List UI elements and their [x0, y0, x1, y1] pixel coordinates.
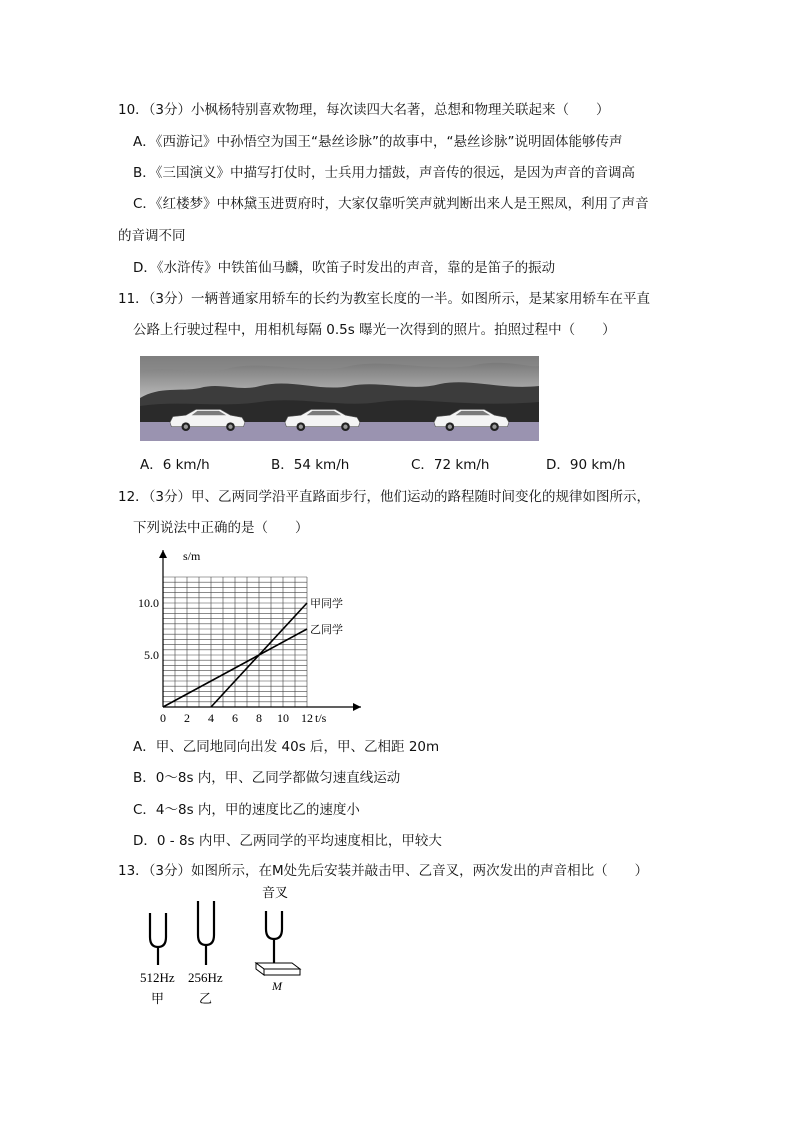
fork-jia	[150, 913, 166, 965]
legend-yi: 乙同学	[310, 623, 343, 636]
q10-option-d[interactable]: D．《水浒传》中铁笛仙马麟，吹笛子时发出的声音，靠的是笛子的振动	[133, 260, 556, 276]
q11-stem: 11．（3分）一辆普通家用轿车的长约为教室长度的一半。如图所示，是某家用轿车在平直	[118, 291, 651, 307]
fork-label: 音叉	[262, 885, 289, 900]
legend-jia: 甲同学	[310, 597, 343, 610]
x-tick-label: 8	[256, 711, 262, 725]
resonance-box	[256, 963, 300, 975]
q10-stem: 10．（3分）小枫杨特别喜欢物理，每次读四大名著，总想和物理关联起来（ ）	[118, 102, 610, 118]
tuning-forks-figure	[130, 885, 310, 1015]
fork-yi-name: 乙	[199, 991, 213, 1006]
x-axis-arrow	[353, 703, 361, 711]
base-label: M	[272, 979, 282, 993]
q12-option-b[interactable]: B．0～8s 内，甲、乙同学都做匀速直线运动	[133, 770, 401, 786]
q11-stem-cont: 公路上行驶过程中，用相机每隔 0.5s 曝光一次得到的照片。拍照过程中（ ）	[133, 322, 616, 338]
s-t-graph	[125, 542, 365, 732]
x-tick-label: 4	[208, 711, 214, 725]
x-tick-label: 6	[232, 711, 238, 725]
fork-yi	[198, 901, 214, 965]
fork-jia-freq: 512Hz	[140, 970, 175, 985]
q10-option-b[interactable]: B．《三国演义》中描写打仗时，士兵用力擂鼓，声音传的很远，是因为声音的音调高	[133, 165, 636, 181]
q11-option-d[interactable]: D．90 km/h	[546, 457, 626, 473]
y-axis-label: s/m	[183, 549, 201, 563]
q11-option-c[interactable]: C．72 km/h	[411, 457, 490, 473]
q10-option-c[interactable]: C．《红楼梦》中林黛玉进贾府时，大家仅靠听笑声就判断出来人是王熙凤，利用了声音	[133, 196, 649, 212]
q10-option-a[interactable]: A．《西游记》中孙悟空为国王“悬丝诊脉”的故事中，“悬丝诊脉”说明固体能够传声	[133, 134, 623, 150]
q12-option-a[interactable]: A．甲、乙同地同向出发 40s 后，甲、乙相距 20m	[133, 739, 440, 755]
q10-option-c-cont: 的音调不同	[118, 228, 186, 244]
fork-jia-name: 甲	[151, 991, 165, 1006]
graph-grid	[163, 577, 307, 707]
x-axis-label: t/s	[315, 711, 327, 725]
x-tick-label: 2	[184, 711, 190, 725]
q12-stem: 12．（3分）甲、乙两同学沿平直路面步行，他们运动的路程随时间变化的规律如图所示，	[118, 489, 651, 505]
fork-yi-freq: 256Hz	[188, 970, 223, 985]
y-tick-label: 5.0	[144, 648, 159, 662]
q13-stem: 13．（3分）如图所示，在M处先后安装并敲击甲、乙音叉，两次发出的声音相比（ ）	[118, 863, 649, 879]
y-axis-arrow	[159, 550, 167, 558]
q12-option-c[interactable]: C．4～8s 内，甲的速度比乙的速度小	[133, 802, 360, 818]
q12-stem-cont: 下列说法中正确的是（ ）	[133, 520, 309, 536]
x-tick-label: 0	[160, 711, 166, 725]
fork-on-box	[266, 911, 282, 965]
q11-option-b[interactable]: B．54 km/h	[271, 457, 350, 473]
q11-option-a[interactable]: A．6 km/h	[140, 457, 210, 473]
x-tick-label: 12	[301, 711, 313, 725]
y-tick-label: 10.0	[138, 596, 159, 610]
x-tick-label: 10	[277, 711, 289, 725]
q12-option-d[interactable]: D．0 - 8s 内甲、乙两同学的平均速度相比，甲较大	[133, 833, 442, 849]
car-photo	[140, 356, 539, 441]
